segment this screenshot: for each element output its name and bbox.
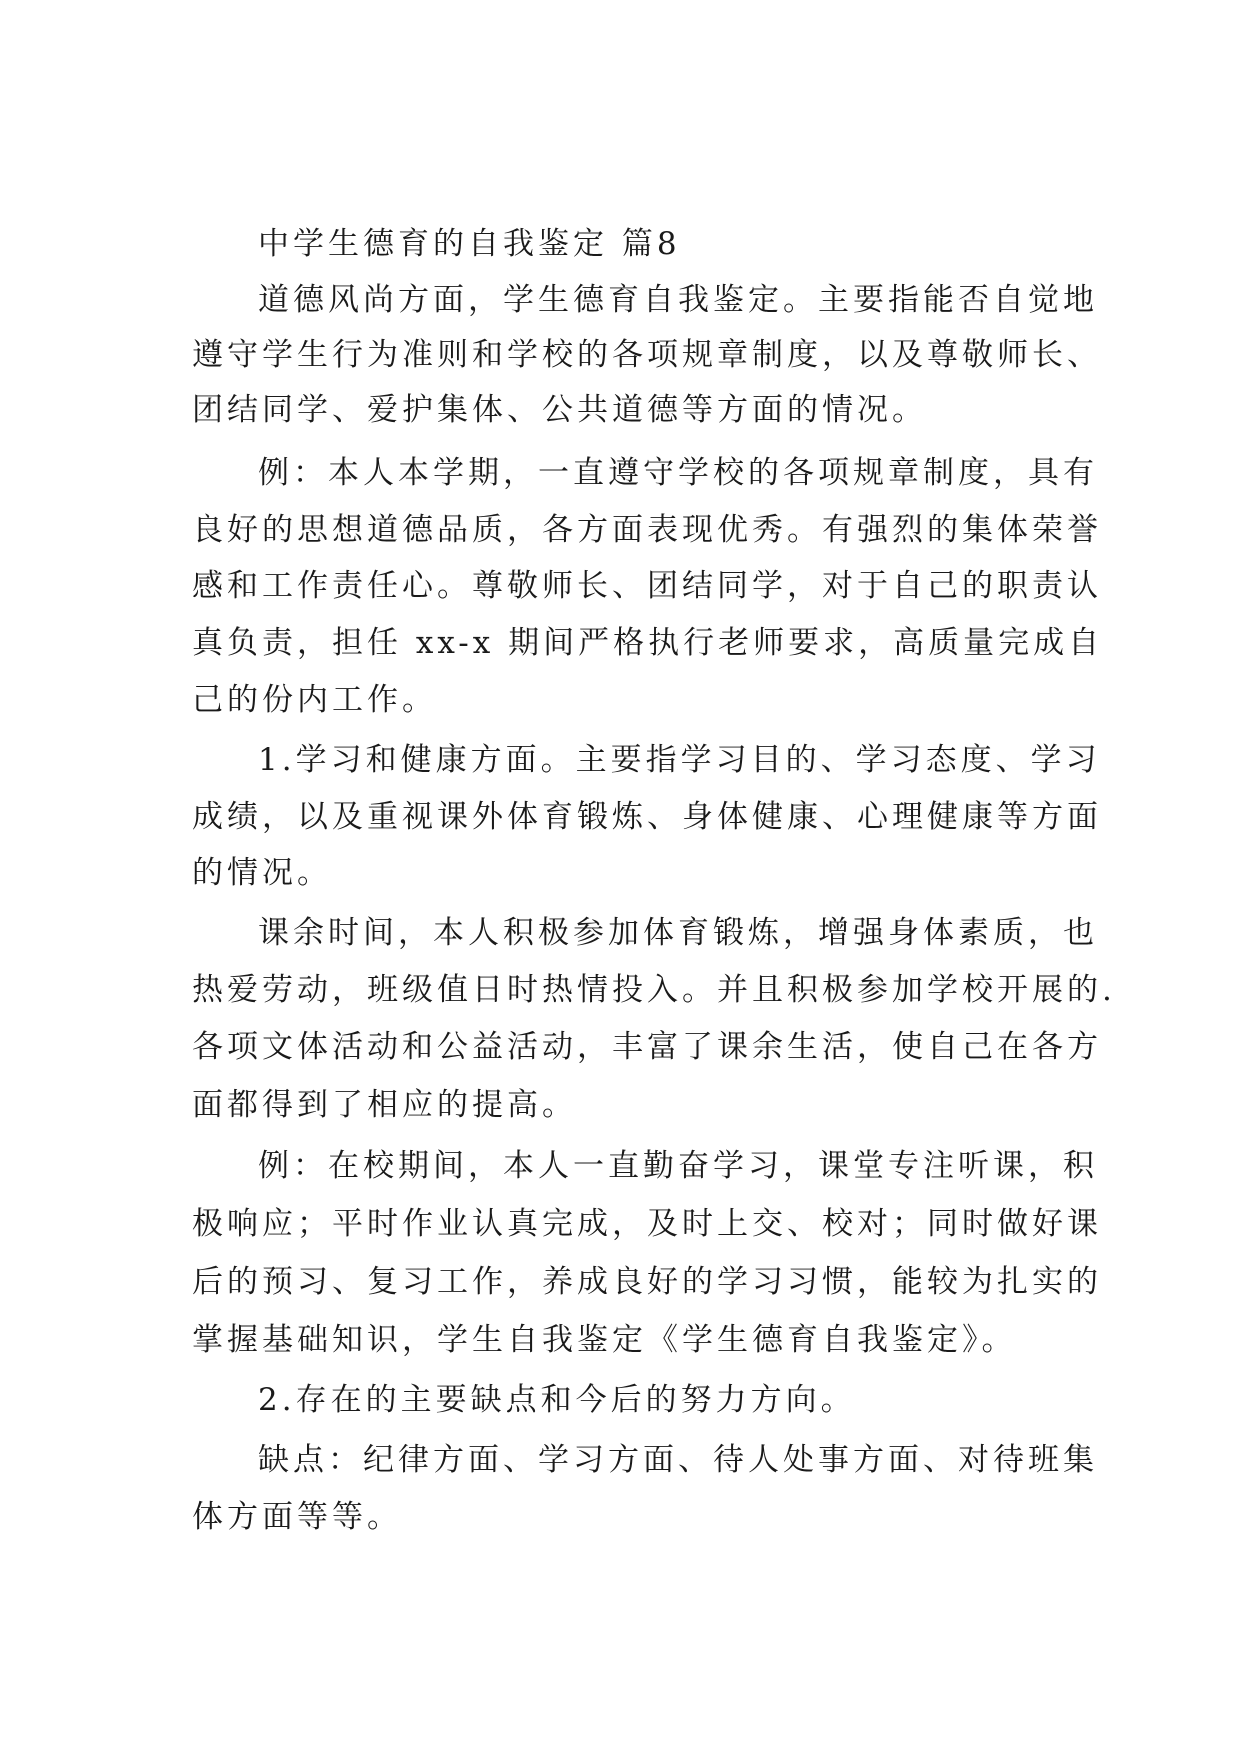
paragraph-line: 1.学习和健康方面。主要指学习目的、学习态度、学习 [258, 742, 1101, 778]
paragraph-line: 热爱劳动，班级值日时热情投入。并且积极参加学校开展的. [192, 972, 1116, 1008]
paragraph-line: 真负责，担任 xx-x 期间严格执行老师要求，高质量完成自 [192, 625, 1104, 661]
paragraph-line: 极响应；平时作业认真完成，及时上交、校对；同时做好课 [192, 1206, 1102, 1242]
paragraph-line: 良好的思想道德品质，各方面表现优秀。有强烈的集体荣誉 [192, 512, 1102, 548]
paragraph-line: 体方面等等。 [192, 1499, 402, 1535]
paragraph-line: 2.存在的主要缺点和今后的努力方向。 [258, 1382, 856, 1418]
paragraph-line: 感和工作责任心。尊敬师长、团结同学，对于自己的职责认 [192, 568, 1102, 604]
paragraph-line: 的情况。 [192, 855, 332, 891]
paragraph-line: 掌握基础知识，学生自我鉴定《学生德育自我鉴定》。 [192, 1322, 1017, 1358]
paragraph-line: 例：在校期间，本人一直勤奋学习，课堂专注听课，积 [258, 1148, 1098, 1184]
paragraph-line: 团结同学、爱护集体、公共道德等方面的情况。 [192, 392, 927, 428]
paragraph-line: 课余时间，本人积极参加体育锻炼，增强身体素质，也 [258, 915, 1098, 951]
paragraph-line: 缺点：纪律方面、学习方面、待人处事方面、对待班集 [258, 1442, 1098, 1478]
paragraph-line: 面都得到了相应的提高。 [192, 1087, 577, 1123]
paragraph-line: 各项文体活动和公益活动，丰富了课余生活，使自己在各方 [192, 1029, 1102, 1065]
paragraph-line: 道德风尚方面，学生德育自我鉴定。主要指能否自觉地 [258, 282, 1098, 318]
paragraph-line: 己的份内工作。 [192, 682, 437, 718]
paragraph-line: 遵守学生行为准则和学校的各项规章制度，以及尊敬师长、 [192, 337, 1102, 373]
paragraph-line: 成绩，以及重视课外体育锻炼、身体健康、心理健康等方面 [192, 799, 1102, 835]
document-title: 中学生德育的自我鉴定 篇8 [258, 226, 681, 262]
paragraph-line: 后的预习、复习工作，养成良好的学习习惯，能较为扎实的 [192, 1264, 1102, 1300]
paragraph-line: 例：本人本学期，一直遵守学校的各项规章制度，具有 [258, 455, 1098, 491]
